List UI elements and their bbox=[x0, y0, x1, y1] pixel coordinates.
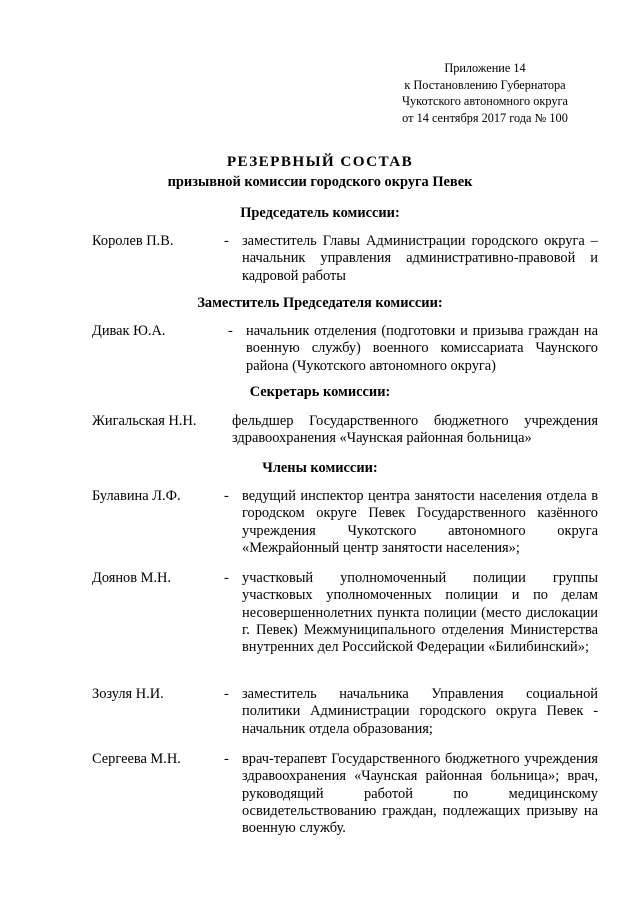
appendix-line: Приложение 14 bbox=[444, 61, 526, 75]
member-name: Булавина Л.Ф. bbox=[92, 488, 181, 504]
member-dash: - bbox=[224, 233, 229, 249]
member-name: Жигальская Н.Н. bbox=[92, 413, 197, 429]
section-heading-chairman: Председатель комиссии: bbox=[240, 205, 400, 221]
member-role: врач-терапевт Государственного бюджетного учреждения здравоохранения «Чаунская районная больница»; врач, руководящий работой по медицинскому освидетельствованию граждан, подлежащих призыву на военную службу. bbox=[242, 751, 598, 837]
member-name: Зозуля Н.И. bbox=[92, 686, 164, 702]
member-dash: - bbox=[224, 570, 229, 586]
section-heading-members: Члены комиссии: bbox=[262, 460, 378, 476]
appendix-line: от 14 сентября 2017 года № 100 bbox=[402, 110, 568, 125]
member-dash: - bbox=[228, 323, 233, 339]
member-name: Доянов М.Н. bbox=[92, 570, 172, 586]
member-role: начальник отделения (подготовки и призыва граждан на военную службу) военного комиссариата Чаунского района (Чукотского автономного округа) bbox=[246, 323, 598, 374]
member-role: фельдшер Государственного бюджетного учреждения здравоохранения «Чаунская районная больница» bbox=[232, 413, 598, 447]
document-title: РЕЗЕРВНЫЙ СОСТАВ bbox=[226, 153, 414, 170]
member-dash: - bbox=[224, 488, 229, 504]
member-name: Сергеева М.Н. bbox=[92, 751, 181, 767]
member-dash: - bbox=[224, 751, 229, 767]
member-name: Дивак Ю.А. bbox=[92, 323, 166, 339]
member-role: заместитель начальника Управления социальной политики Администрации городского округа Певек - начальник отдела образования; bbox=[242, 686, 598, 737]
member-role: ведущий инспектор центра занятости населения отдела в городском округе Певек Государственного казённого учреждения Чукотского автономного округа «Межрайонный центр занятости населения»; bbox=[242, 488, 598, 556]
appendix-block bbox=[380, 60, 590, 126]
section-heading-deputy: Заместитель Председателя комиссии: bbox=[197, 295, 443, 311]
section-heading-secretary: Секретарь комиссии: bbox=[249, 384, 391, 400]
appendix-line: к Постановлению Губернатора bbox=[404, 77, 566, 92]
member-role: участковый уполномоченный полиции группы участковых уполномоченных полиции и по делам несовершеннолетних пункта полиции (место дислокации г. Певек) Межмуниципального отделения Министерства внутренних дел Российской Федерации «Билибинский»; bbox=[242, 570, 598, 656]
member-dash: - bbox=[224, 686, 229, 702]
document-subtitle: призывной комиссии городского округа Певек bbox=[167, 174, 473, 190]
member-name: Королев П.В. bbox=[92, 233, 174, 249]
appendix-line: Чукотского автономного округа bbox=[402, 94, 568, 108]
member-role: заместитель Главы Администрации городского округа – начальник управления административно-правовой и кадровой работы bbox=[242, 233, 598, 284]
